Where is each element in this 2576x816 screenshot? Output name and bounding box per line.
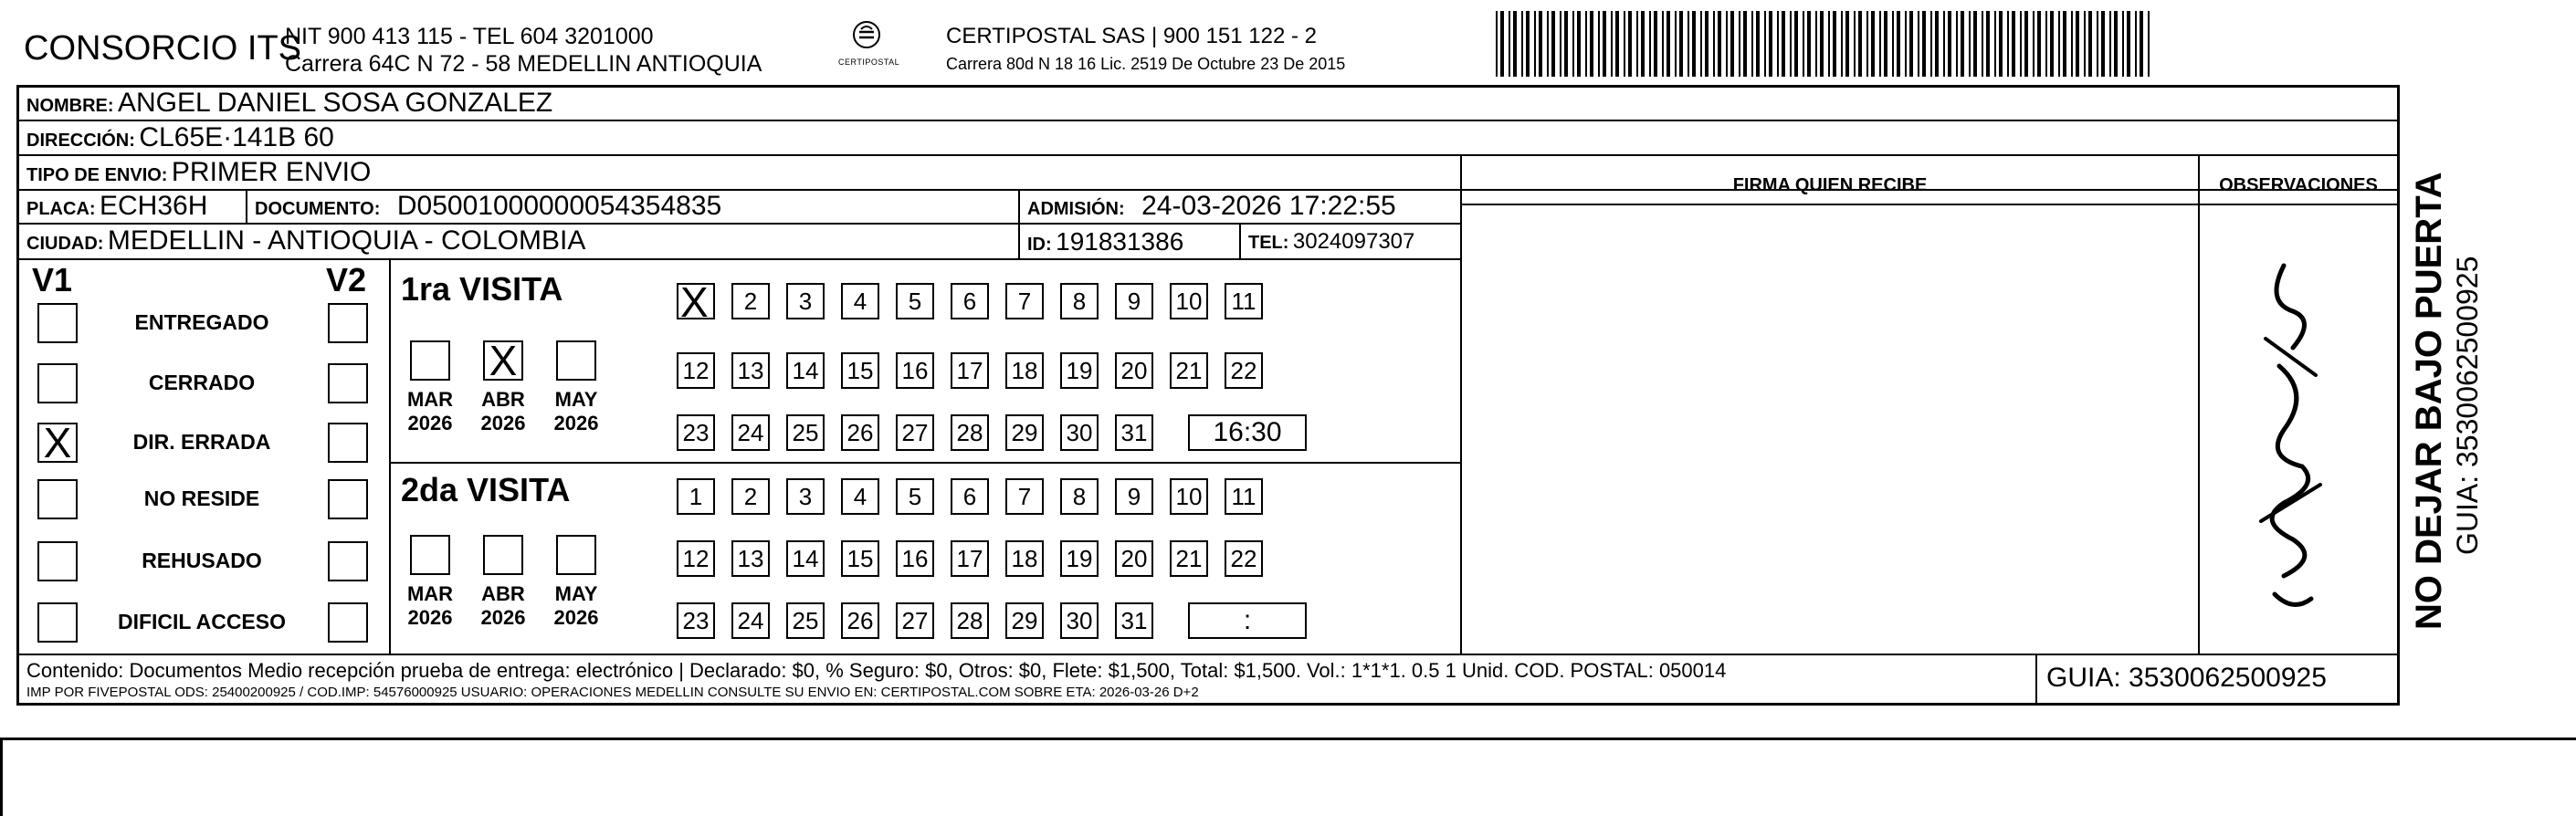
day-box[interactable]: 22 xyxy=(1225,352,1263,389)
barcode-bar xyxy=(2058,11,2060,77)
day-box[interactable]: 29 xyxy=(1005,602,1044,639)
status-option-label: DIFICIL ACCESO xyxy=(117,610,286,633)
day-box[interactable]: 18 xyxy=(1005,352,1044,389)
status-option-label: DIR. ERRADA xyxy=(132,430,271,454)
company-nit: NIT 900 413 115 - TEL 604 3201000 xyxy=(285,24,654,49)
col-divider xyxy=(1460,154,1462,654)
v1-checkbox[interactable] xyxy=(37,363,78,403)
day-box[interactable]: 28 xyxy=(951,414,989,451)
barcode-bar xyxy=(1756,11,1760,77)
barcode-bar xyxy=(1777,11,1779,77)
barcode-bar xyxy=(2122,11,2124,77)
row-divider xyxy=(1460,204,2397,205)
barcode-bar xyxy=(1892,11,1894,77)
status-option-label: CERRADO xyxy=(148,371,256,394)
barcode-bar xyxy=(1590,11,1593,77)
footer-imp-line: IMP POR FIVEPOSTAL ODS: 25400200925 / COD.IMP: 54576000925 USUARIO: OPERACIONES MEDELLIN CONSULTE SU ENVIO EN: CERTIPOSTAL.COM SOBRE ETA: 2026-03-26 D+2 xyxy=(26,685,1199,700)
barcode-bar xyxy=(2148,11,2150,77)
barcode-bar xyxy=(1500,11,1504,77)
certipostal-line: CERTIPOSTAL SAS | 900 151 122 - 2 xyxy=(946,24,1317,48)
barcode-bar xyxy=(1820,11,1824,77)
month-label xyxy=(403,388,457,435)
barcode-bar xyxy=(1969,11,1971,77)
barcode-bar xyxy=(1624,11,1625,77)
day-box[interactable]: 10 xyxy=(1170,283,1208,319)
day-box[interactable]: 8 xyxy=(1060,283,1099,319)
barcode-bar xyxy=(1854,11,1856,77)
barcode-bar xyxy=(2101,11,2105,77)
month-name: MAR xyxy=(406,388,454,411)
barcode-bar xyxy=(1807,11,1811,77)
status-option-label: REHUSADO xyxy=(142,549,262,572)
barcode-bar xyxy=(1961,11,1964,77)
time-field[interactable]: : xyxy=(1188,602,1307,639)
observaciones-label: OBSERVACIONES xyxy=(2219,175,2378,195)
barcode-bar xyxy=(1679,11,1683,77)
day-box[interactable]: 6 xyxy=(951,283,989,319)
month-checkbox[interactable] xyxy=(483,535,523,575)
barcode-bar xyxy=(2109,11,2111,77)
barcode-bar xyxy=(1692,11,1696,77)
barcode-bar xyxy=(1526,11,1530,77)
barcode-bar xyxy=(1598,11,1600,77)
barcode-bar xyxy=(1879,11,1881,77)
col-divider xyxy=(2035,654,2037,703)
day-box[interactable]: 10 xyxy=(1170,478,1208,515)
day-box[interactable]: 11 xyxy=(1225,478,1263,515)
barcode-bar xyxy=(2050,11,2054,77)
barcode-bar xyxy=(1751,11,1753,77)
day-box[interactable]: 22 xyxy=(1225,540,1263,577)
direccion-label: DIRECCIÓN: xyxy=(26,131,135,151)
tipo-envio-label: TIPO DE ENVIO: xyxy=(26,165,168,185)
month-year: 2026 xyxy=(407,606,453,629)
barcode-bar xyxy=(2071,11,2073,77)
v1-checkbox[interactable] xyxy=(37,541,78,581)
day-box[interactable]: 26 xyxy=(841,602,879,639)
day-box[interactable]: 29 xyxy=(1005,414,1044,451)
barcode-bar xyxy=(1718,11,1721,77)
barcode-bar xyxy=(1739,11,1740,77)
ciudad-row xyxy=(26,225,585,256)
day-box[interactable]: 16 xyxy=(896,352,934,389)
placa-row xyxy=(26,191,207,222)
company-address: Carrera 64C N 72 - 58 MEDELLIN ANTIOQUIA xyxy=(285,51,762,77)
barcode-bar xyxy=(1713,11,1715,77)
barcode-bar xyxy=(1922,11,1926,77)
day-box[interactable]: 20 xyxy=(1115,352,1153,389)
tipo-envio-row xyxy=(26,157,371,188)
day-box[interactable]: 4 xyxy=(841,478,879,515)
barcode-bar xyxy=(1564,11,1568,77)
month-name: MAY xyxy=(554,582,598,605)
v1-checkbox[interactable] xyxy=(37,479,78,519)
barcode-bar xyxy=(1730,11,1734,77)
placa-value: ECH36H xyxy=(100,191,208,221)
day-box[interactable]: 30 xyxy=(1060,414,1099,451)
barcode-bar xyxy=(1828,11,1830,77)
day-box[interactable]: 19 xyxy=(1060,540,1099,577)
day-box[interactable]: 21 xyxy=(1170,352,1208,389)
day-box[interactable]: 14 xyxy=(786,352,825,389)
day-box[interactable]: 3 xyxy=(786,478,825,515)
status-option-label: ENTREGADO xyxy=(134,310,269,334)
barcode-bar xyxy=(1649,11,1651,77)
barcode-bar xyxy=(1654,11,1657,77)
ciudad-value: MEDELLIN - ANTIOQUIA - COLOMBIA xyxy=(107,225,586,256)
barcode-bar xyxy=(1858,11,1862,77)
v1-checkbox[interactable] xyxy=(37,602,78,643)
id-row xyxy=(1027,227,1183,256)
barcode-bar xyxy=(1675,11,1677,77)
day-box[interactable]: 31 xyxy=(1115,602,1153,639)
col-divider xyxy=(389,258,391,654)
barcode-bar xyxy=(1918,11,1919,77)
day-box[interactable]: 7 xyxy=(1005,283,1044,319)
documento-label: DOCUMENTO: xyxy=(255,199,381,219)
day-box[interactable]: 11 xyxy=(1225,283,1263,319)
barcode-bar xyxy=(2076,11,2079,77)
month-year: 2026 xyxy=(480,412,526,434)
barcode-bar xyxy=(1547,11,1549,77)
barcode-bar xyxy=(1935,11,1939,77)
month-name: ABR xyxy=(481,388,525,411)
month-name: MAR xyxy=(406,582,454,605)
v2-checkbox[interactable] xyxy=(328,541,368,581)
nombre-label: NOMBRE: xyxy=(26,96,114,116)
barcode-bar xyxy=(1662,11,1664,77)
barcode-bar xyxy=(2037,11,2041,77)
barcode-bar xyxy=(2127,11,2130,77)
month-checkbox[interactable] xyxy=(556,535,596,575)
barcode-bar xyxy=(1866,11,1868,77)
barcode-bar xyxy=(1930,11,1932,77)
day-box[interactable]: 23 xyxy=(677,414,715,451)
month-label xyxy=(476,582,531,630)
barcode-bar xyxy=(1943,11,1945,77)
barcode-bar xyxy=(1513,11,1517,77)
barcode-bar xyxy=(1705,11,1709,77)
barcode-bar xyxy=(1611,11,1613,77)
tel-label: TEL: xyxy=(1248,233,1289,253)
barcode-bar xyxy=(1794,11,1798,77)
company-info xyxy=(285,23,762,78)
day-box[interactable]: 21 xyxy=(1170,540,1208,577)
barcode-bar xyxy=(2135,11,2137,77)
barcode xyxy=(1496,11,2153,77)
footer-contenido: Contenido: Documentos Medio recepción prueba de entrega: electrónico | Declarado: $0, % Seguro: $0, Otros: $0, Flete: $1,500, Total: $1,500. Vol.: 1*1*1. 0.5 1 Unid. COD. POSTAL: 050014 xyxy=(26,659,1727,682)
day-box[interactable]: 28 xyxy=(951,602,989,639)
barcode-bar xyxy=(1973,11,1977,77)
barcode-bar xyxy=(1521,11,1523,77)
col-divider xyxy=(246,189,247,223)
barcode-bar xyxy=(2114,11,2118,77)
day-box[interactable]: 17 xyxy=(951,540,989,577)
day-mark: X xyxy=(680,278,709,326)
barcode-bar xyxy=(2012,11,2015,77)
month-label xyxy=(403,582,457,630)
day-box[interactable]: 26 xyxy=(841,414,879,451)
day-box[interactable]: 13 xyxy=(731,540,770,577)
day-box[interactable]: 9 xyxy=(1115,478,1153,515)
barcode-bar xyxy=(1496,11,1498,77)
barcode-bar xyxy=(1884,11,1887,77)
month-label xyxy=(476,388,531,435)
barcode-bar xyxy=(2140,11,2143,77)
day-box[interactable]: 13 xyxy=(731,352,770,389)
month-name: ABR xyxy=(481,582,525,605)
v1-label: V1 xyxy=(32,261,73,298)
month-checkbox[interactable]: X xyxy=(483,340,523,381)
month-year: 2026 xyxy=(407,412,453,434)
col-divider xyxy=(1018,189,1020,258)
certipostal-logo-icon xyxy=(848,20,885,51)
page-border xyxy=(0,738,3,816)
placa-label: PLACA: xyxy=(26,199,96,219)
day-box[interactable]: 19 xyxy=(1060,352,1099,389)
v2-checkbox[interactable] xyxy=(328,479,368,519)
col-divider xyxy=(1239,223,1241,258)
barcode-bar xyxy=(1803,11,1804,77)
day-box[interactable]: 25 xyxy=(786,414,825,451)
company-name: CONSORCIO ITS xyxy=(24,29,302,68)
barcode-bar xyxy=(1790,11,1792,77)
barcode-bar xyxy=(1999,11,2003,77)
barcode-bar xyxy=(1833,11,1836,77)
barcode-bar xyxy=(1764,11,1766,77)
barcode-bar xyxy=(1769,11,1772,77)
barcode-bar xyxy=(1845,11,1849,77)
visit1-title: 1ra VISITA xyxy=(401,270,563,308)
barcode-bar xyxy=(1982,11,1983,77)
barcode-bar xyxy=(1603,11,1606,77)
day-box[interactable]: 8 xyxy=(1060,478,1099,515)
day-box[interactable]: 12 xyxy=(677,352,715,389)
day-box[interactable]: 25 xyxy=(786,602,825,639)
barcode-bar xyxy=(1986,11,1990,77)
barcode-bar xyxy=(1636,11,1638,77)
day-box[interactable]: 2 xyxy=(731,478,770,515)
barcode-bar xyxy=(2045,11,2047,77)
barcode-bar xyxy=(2007,11,2009,77)
day-box[interactable]: 15 xyxy=(841,540,879,577)
barcode-bar xyxy=(1534,11,1536,77)
day-box[interactable]: 6 xyxy=(951,478,989,515)
barcode-bar xyxy=(1782,11,1785,77)
certipostal-info xyxy=(946,23,1345,78)
day-box[interactable]: 5 xyxy=(896,283,934,319)
documento-value: D05001000000054354835 xyxy=(396,191,722,221)
day-box[interactable]: 30 xyxy=(1060,602,1099,639)
day-box[interactable]: 12 xyxy=(677,540,715,577)
barcode-bar xyxy=(2024,11,2028,77)
day-box[interactable]: 27 xyxy=(896,414,934,451)
day-box[interactable] xyxy=(677,278,715,326)
month-label xyxy=(549,388,604,435)
day-box[interactable]: 3 xyxy=(786,283,825,319)
barcode-bar xyxy=(1841,11,1843,77)
month-year: 2026 xyxy=(480,606,526,629)
handwritten-signature xyxy=(2229,247,2357,631)
barcode-bar xyxy=(2088,11,2092,77)
v2-label: V2 xyxy=(326,261,367,298)
month-checkbox[interactable] xyxy=(410,340,450,381)
day-box[interactable]: 27 xyxy=(896,602,934,639)
footer-guia: GUIA: 3530062500925 xyxy=(2046,663,2327,693)
day-box[interactable]: 24 xyxy=(731,602,770,639)
barcode-bar xyxy=(1743,11,1747,77)
v1-checkbox[interactable] xyxy=(37,303,78,343)
nombre-row xyxy=(26,88,552,119)
day-box[interactable]: 18 xyxy=(1005,540,1044,577)
barcode-bar xyxy=(1815,11,1817,77)
month-name: MAY xyxy=(554,388,598,411)
row-divider xyxy=(389,462,1460,464)
delivery-form xyxy=(16,85,2400,706)
tipo-envio-value: PRIMER ENVIO xyxy=(171,157,372,187)
month-year: 2026 xyxy=(553,412,599,434)
barcode-bar xyxy=(1628,11,1632,77)
barcode-bar xyxy=(1905,11,1907,77)
admision-label: ADMISIÓN: xyxy=(1027,199,1125,219)
row-divider xyxy=(19,120,2397,121)
v1-checkbox[interactable]: X xyxy=(37,423,78,463)
barcode-bar xyxy=(2033,11,2035,77)
day-box[interactable]: 1 xyxy=(677,478,715,515)
row-divider xyxy=(19,258,1460,260)
certipostal-logo xyxy=(838,20,900,67)
tel-row xyxy=(1248,229,1414,255)
barcode-bar xyxy=(1726,11,1728,77)
barcode-bar xyxy=(1956,11,1958,77)
row-divider xyxy=(19,154,2397,156)
day-box[interactable]: 14 xyxy=(786,540,825,577)
day-box[interactable]: 17 xyxy=(951,352,989,389)
page-border xyxy=(0,738,2576,740)
barcode-bar xyxy=(1577,11,1581,77)
barcode-bar xyxy=(1615,11,1619,77)
logo-text: CERTIPOSTAL xyxy=(838,58,900,67)
day-box[interactable]: 7 xyxy=(1005,478,1044,515)
direccion-row xyxy=(26,122,334,153)
id-value: 191831386 xyxy=(1056,227,1184,256)
barcode-bar xyxy=(1509,11,1510,77)
barcode-bar xyxy=(1994,11,1996,77)
day-box[interactable]: 23 xyxy=(677,602,715,639)
barcode-bar xyxy=(1585,11,1587,77)
tel-value: 3024097307 xyxy=(1292,229,1415,254)
barcode-bar xyxy=(1897,11,1900,77)
day-box[interactable]: 2 xyxy=(731,283,770,319)
day-box[interactable]: 9 xyxy=(1115,283,1153,319)
barcode-bar xyxy=(2097,11,2098,77)
direccion-value: CL65E·141B 60 xyxy=(139,122,334,152)
v2-checkbox[interactable] xyxy=(328,363,368,403)
barcode-bar xyxy=(1551,11,1555,77)
certipostal-address: Carrera 80d N 18 16 Lic. 2519 De Octubre 23 De 2015 xyxy=(946,55,1346,73)
admision-row xyxy=(1027,191,1396,222)
barcode-bar xyxy=(1572,11,1574,77)
nombre-value: ANGEL DANIEL SOSA GONZALEZ xyxy=(118,88,553,118)
firma-label: FIRMA QUIEN RECIBE xyxy=(1732,175,1928,195)
day-box[interactable]: 20 xyxy=(1115,540,1153,577)
day-box[interactable]: 31 xyxy=(1115,414,1153,451)
col-divider xyxy=(2198,154,2200,654)
day-box[interactable]: 16 xyxy=(896,540,934,577)
barcode-bar xyxy=(2084,11,2086,77)
barcode-bar xyxy=(1688,11,1689,77)
row-divider xyxy=(19,223,1460,225)
barcode-bar xyxy=(1871,11,1875,77)
month-checkbox[interactable] xyxy=(410,535,450,575)
day-box[interactable]: 24 xyxy=(731,414,770,451)
barcode-bar xyxy=(1909,11,1913,77)
v2-checkbox[interactable] xyxy=(328,423,368,463)
documento-row xyxy=(255,191,721,222)
barcode-bar xyxy=(2063,11,2066,77)
barcode-bar xyxy=(1667,11,1670,77)
side-no-dejar: NO DEJAR BAJO PUERTA xyxy=(2409,172,2449,630)
side-guia: GUIA: 3530062500925 xyxy=(2451,256,2484,555)
month-label xyxy=(549,582,604,630)
admision-value: 24-03-2026 17:22:55 xyxy=(1141,191,1396,221)
id-label: ID: xyxy=(1027,235,1052,255)
visit2-title: 2da VISITA xyxy=(401,471,571,508)
month-checkbox[interactable] xyxy=(556,340,596,381)
day-box[interactable]: 5 xyxy=(896,478,934,515)
barcode-bar xyxy=(1641,11,1645,77)
day-box[interactable]: 4 xyxy=(841,283,879,319)
barcode-bar xyxy=(1539,11,1542,77)
status-option-label: NO RESIDE xyxy=(143,486,260,510)
ciudad-label: CIUDAD: xyxy=(26,234,104,254)
barcode-bar xyxy=(1700,11,1702,77)
barcode-bar xyxy=(1560,11,1561,77)
day-box[interactable]: 15 xyxy=(841,352,879,389)
v2-checkbox[interactable] xyxy=(328,303,368,343)
barcode-bar xyxy=(1948,11,1951,77)
month-year: 2026 xyxy=(553,606,599,629)
row-divider xyxy=(19,654,2397,655)
time-field[interactable]: 16:30 xyxy=(1188,414,1307,451)
barcode-bar xyxy=(2020,11,2022,77)
v2-checkbox[interactable] xyxy=(328,602,368,643)
